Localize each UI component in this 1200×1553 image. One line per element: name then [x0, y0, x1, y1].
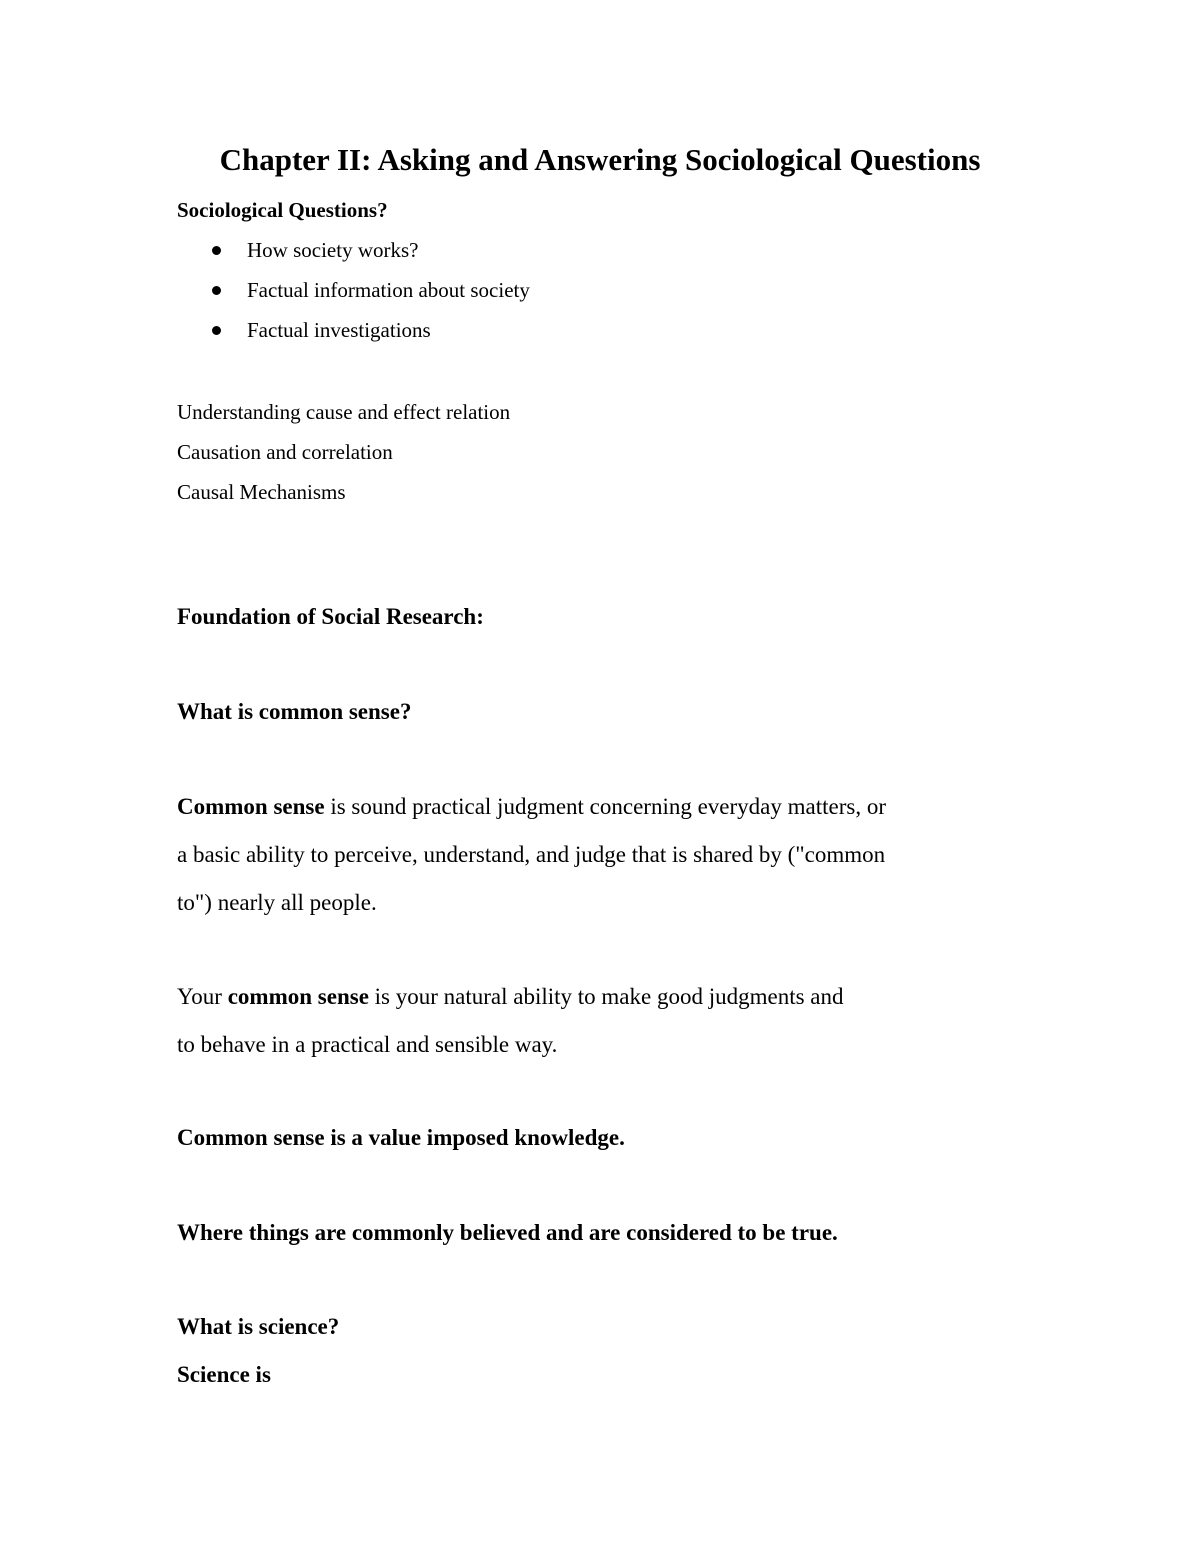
list-item: Factual investigations [177, 316, 530, 356]
bullet-icon [212, 286, 221, 295]
definition-line: to behave in a practical and sensible way. [177, 1032, 558, 1057]
list-item: Factual information about society [177, 276, 530, 316]
list-item: How society works? [177, 236, 530, 276]
page-title: Chapter II: Asking and Answering Sociological Questions [219, 142, 981, 177]
definition-line: Your common sense is your natural ability to make good judgments and [177, 984, 844, 1009]
bullet-icon [212, 326, 221, 335]
common-sense-ability [177, 983, 844, 1079]
commonly-believed-statement: Where things are commonly believed and are considered to be true. [177, 1220, 838, 1245]
definition-line: Common sense is sound practical judgment concerning everyday matters, or [177, 794, 886, 819]
concepts-list [177, 398, 510, 518]
value-imposed-statement: Common sense is a value imposed knowledge. [177, 1125, 625, 1150]
concept-line: Understanding cause and effect relation [177, 400, 511, 424]
definition-line: a basic ability to perceive, understand, and judge that is shared by ("common [177, 842, 886, 867]
common-sense-question: What is common sense? [177, 699, 412, 724]
foundation-heading: Foundation of Social Research: [177, 604, 484, 629]
sociological-questions-heading: Sociological Questions? [177, 198, 388, 222]
common-sense-definition [177, 793, 886, 937]
concept-line: Causal Mechanisms [177, 480, 346, 504]
definition-line: to") nearly all people. [177, 890, 377, 915]
bullet-icon [212, 246, 221, 255]
science-question: What is science? [177, 1314, 340, 1339]
concept-line: Causation and correlation [177, 440, 393, 464]
science-start: Science is [177, 1362, 271, 1387]
sociological-questions-list [177, 236, 530, 356]
